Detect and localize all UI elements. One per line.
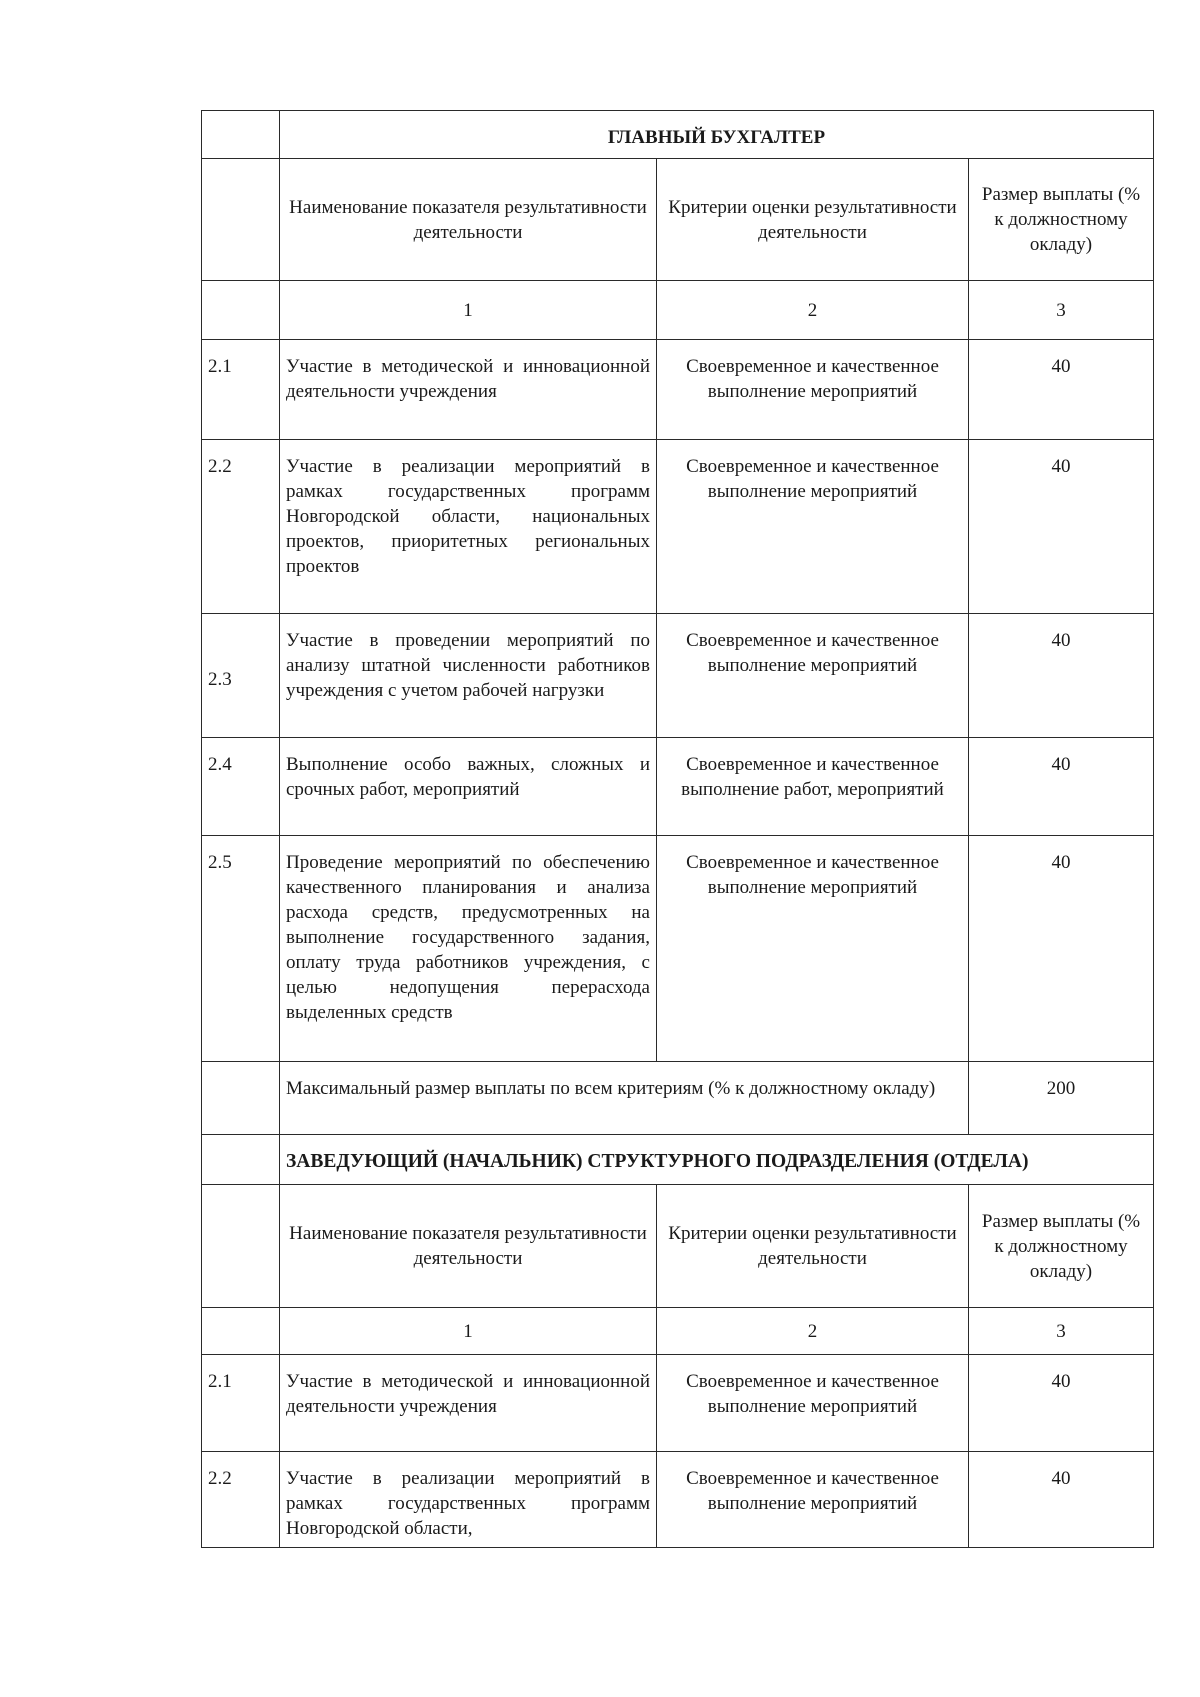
- row-number: 2.2: [202, 440, 280, 614]
- empty-cell: [202, 1135, 280, 1185]
- column-index-row: [202, 281, 1154, 340]
- section-title-department-head: ЗАВЕДУЮЩИЙ (НАЧАЛЬНИК) СТРУКТУРНОГО ПОДРАЗДЕЛЕНИЯ (ОТДЕЛА): [280, 1135, 1154, 1185]
- payment-value: 40: [969, 836, 1154, 1062]
- criteria-text: Своевременное и качественное выполнение мероприятий: [657, 440, 969, 614]
- criteria-text: Своевременное и качественное выполнение мероприятий: [657, 614, 969, 738]
- table-row: [202, 440, 1154, 614]
- column-index: 3: [969, 281, 1154, 340]
- empty-cell: [202, 1062, 280, 1135]
- header-name: Наименование показателя результативности деятельности: [280, 1185, 657, 1308]
- table-row: [202, 836, 1154, 1062]
- empty-cell: [202, 1308, 280, 1355]
- payment-value: 40: [969, 1452, 1154, 1548]
- column-index: 2: [657, 281, 969, 340]
- indicator-name: Участие в методической и инновационной деятельности учреждения: [280, 1355, 657, 1452]
- row-number: 2.2: [202, 1452, 280, 1548]
- column-index: 1: [280, 281, 657, 340]
- indicators-table: [201, 110, 1154, 1548]
- header-payment: Размер выплаты (% к должностному окладу): [969, 159, 1154, 281]
- payment-value: 40: [969, 614, 1154, 738]
- row-number: 2.1: [202, 1355, 280, 1452]
- max-payment-value: 200: [969, 1062, 1154, 1135]
- column-index: 1: [280, 1308, 657, 1355]
- indicator-name: Участие в проведении мероприятий по анализу штатной численности работников учреждения с учетом рабочей нагрузки: [280, 614, 657, 738]
- indicator-name: Участие в реализации мероприятий в рамках государственных программ Новгородской области, национальных проектов, приоритетных региональных проектов: [280, 440, 657, 614]
- header-criteria: Критерии оценки результативности деятельности: [657, 159, 969, 281]
- table-row: [202, 1355, 1154, 1452]
- indicator-name: Проведение мероприятий по обеспечению качественного планирования и анализа расхода средств, предусмотренных на выполнение государственного задания, оплату труда работников учреждения, с целью недопущения перерасхода выделенных средств: [280, 836, 657, 1062]
- column-header-row: [202, 159, 1154, 281]
- table-row: [202, 340, 1154, 440]
- criteria-text: Своевременное и качественное выполнение мероприятий: [657, 1452, 969, 1548]
- row-number: 2.3: [202, 614, 280, 738]
- max-payment-row: [202, 1062, 1154, 1135]
- empty-cell: [202, 159, 280, 281]
- table-row: [202, 738, 1154, 836]
- indicator-name: Участие в реализации мероприятий в рамках государственных программ Новгородской области,: [280, 1452, 657, 1548]
- criteria-text: Своевременное и качественное выполнение мероприятий: [657, 1355, 969, 1452]
- criteria-text: Своевременное и качественное выполнение работ, мероприятий: [657, 738, 969, 836]
- table-row: [202, 614, 1154, 738]
- indicator-name: Выполнение особо важных, сложных и срочных работ, мероприятий: [280, 738, 657, 836]
- row-number: 2.5: [202, 836, 280, 1062]
- indicator-name: Участие в методической и инновационной деятельности учреждения: [280, 340, 657, 440]
- header-name: Наименование показателя результативности деятельности: [280, 159, 657, 281]
- payment-value: 40: [969, 340, 1154, 440]
- empty-cell: [202, 1185, 280, 1308]
- row-number: 2.1: [202, 340, 280, 440]
- section-title-row: [202, 111, 1154, 159]
- criteria-text: Своевременное и качественное выполнение мероприятий: [657, 340, 969, 440]
- payment-value: 40: [969, 440, 1154, 614]
- row-number: 2.4: [202, 738, 280, 836]
- header-criteria: Критерии оценки результативности деятельности: [657, 1185, 969, 1308]
- header-payment: Размер выплаты (% к должностному окладу): [969, 1185, 1154, 1308]
- table-row: [202, 1452, 1154, 1548]
- section-title-row: [202, 1135, 1154, 1185]
- section-title-chief-accountant: ГЛАВНЫЙ БУХГАЛТЕР: [280, 111, 1154, 159]
- payment-value: 40: [969, 738, 1154, 836]
- criteria-text: Своевременное и качественное выполнение мероприятий: [657, 836, 969, 1062]
- max-payment-label: Максимальный размер выплаты по всем критериям (% к должностному окладу): [280, 1062, 969, 1135]
- column-index-row: [202, 1308, 1154, 1355]
- empty-cell: [202, 111, 280, 159]
- column-index: 2: [657, 1308, 969, 1355]
- payment-value: 40: [969, 1355, 1154, 1452]
- column-header-row: [202, 1185, 1154, 1308]
- column-index: 3: [969, 1308, 1154, 1355]
- empty-cell: [202, 281, 280, 340]
